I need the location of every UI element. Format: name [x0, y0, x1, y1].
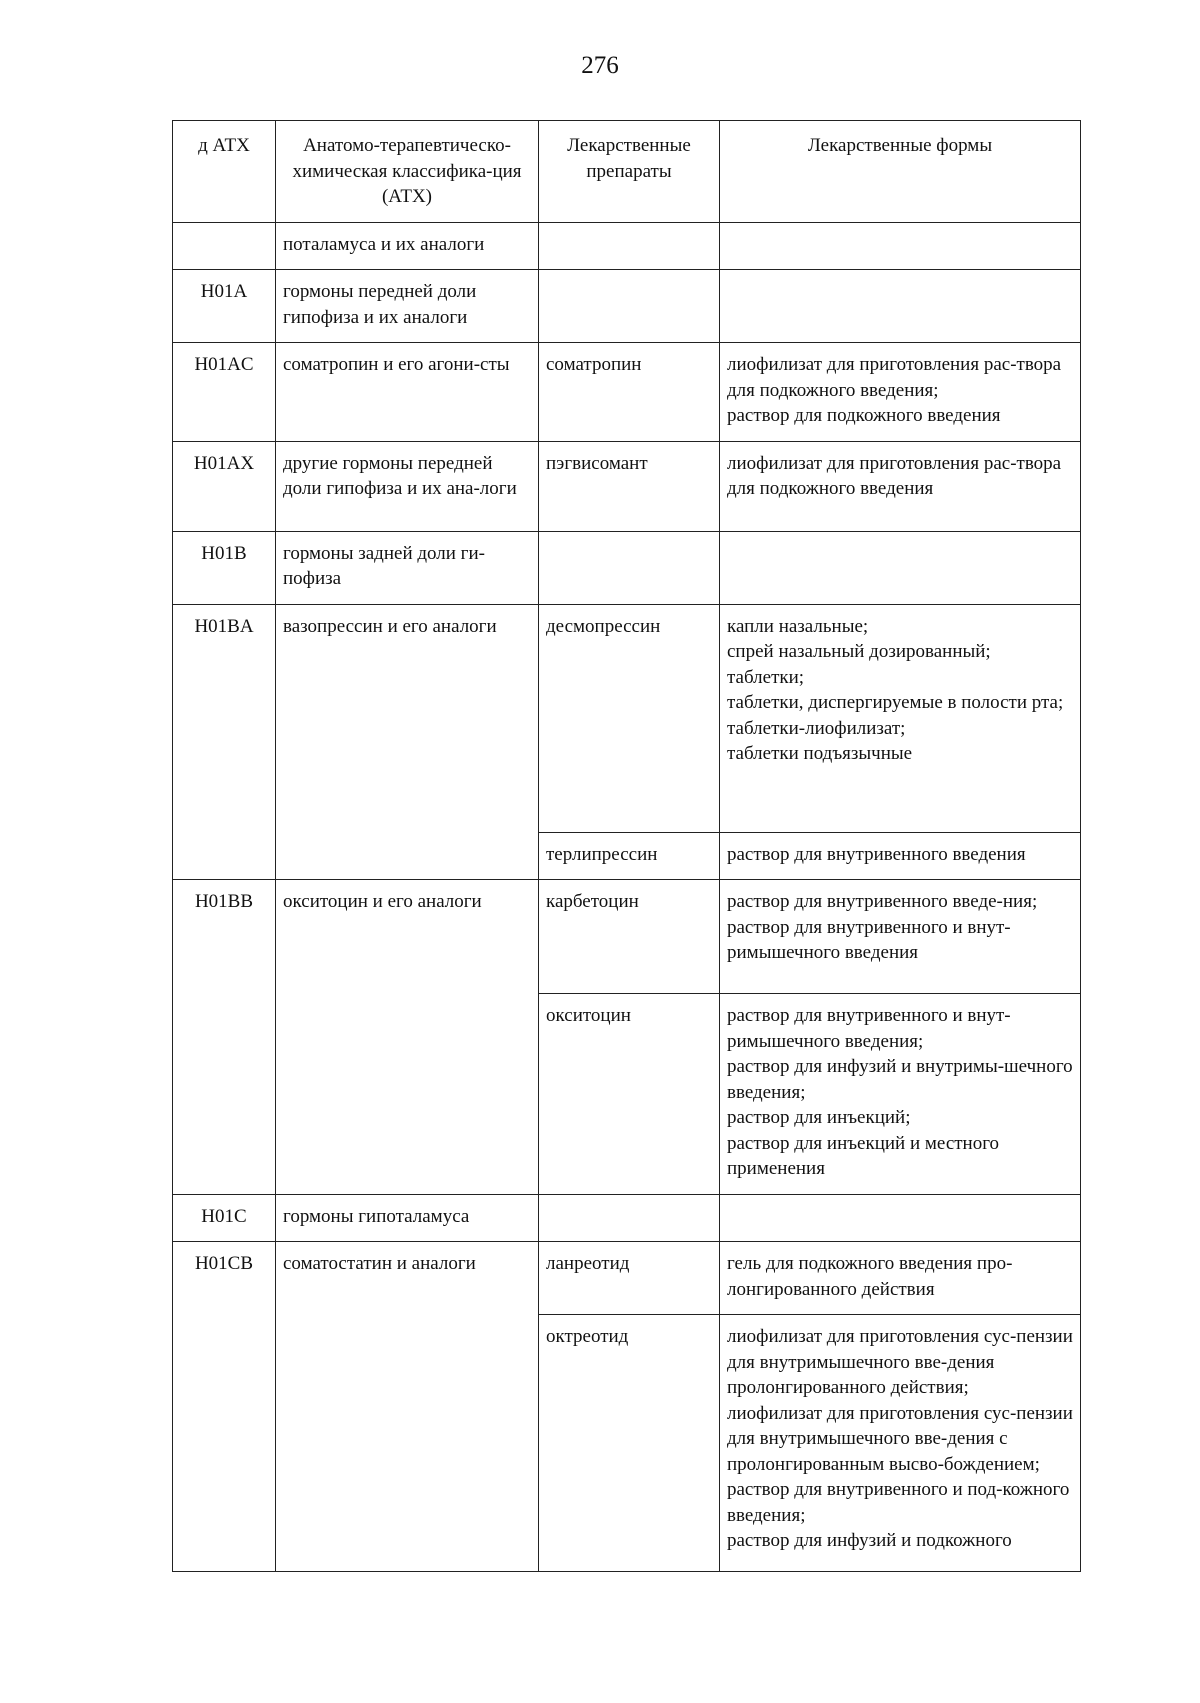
- dosage-form-line: лиофилизат для приготовления рас-твора для подкожного введения;: [727, 354, 1062, 401]
- dosage-form-line: таблетки подъязычные: [727, 743, 913, 764]
- atc-class-cell: другие гормоны передней доли гипофиза и их ана-логи: [276, 441, 539, 531]
- dosage-form-line: капли назальные;: [727, 615, 869, 637]
- dosage-form-line: раствор для инфузий и подкожного: [727, 1530, 1012, 1551]
- drug-name-cell: десмопрессин: [539, 604, 720, 832]
- atc-code-cell: H01AX: [173, 441, 276, 531]
- atc-code-cell: H01AC: [173, 343, 276, 442]
- drug-name-cell: соматропин: [539, 343, 720, 442]
- drug-name-cell: ланреотид: [539, 1242, 720, 1315]
- drug-name-cell: [539, 270, 720, 343]
- dosage-forms-cell: [720, 222, 1081, 270]
- header-row: [173, 121, 1081, 223]
- table-row: [173, 604, 1081, 832]
- atc-class-cell: соматропин и его агони-сты: [276, 343, 539, 442]
- atc-table: [172, 120, 1081, 1572]
- dosage-forms-cell: [720, 880, 1081, 994]
- drug-name-cell: карбетоцин: [539, 880, 720, 994]
- table-row: [173, 1194, 1081, 1242]
- drug-name-cell: октреотид: [539, 1315, 720, 1572]
- dosage-forms-cell: [720, 994, 1081, 1195]
- dosage-form-line: лиофилизат для приготовления сус-пензии для внутримышечного вве-дения пролонгированного действия;: [727, 1326, 1073, 1398]
- dosage-form-line: таблетки, диспергируемые в полости рта;: [727, 692, 1064, 713]
- atc-class-cell: гормоны задней доли ги-пофиза: [276, 531, 539, 604]
- dosage-form-line: раствор для инфузий и внутримы-шечного введения;: [727, 1056, 1073, 1103]
- drug-name-cell: [539, 1194, 720, 1242]
- dosage-form-line: лиофилизат для приготовления рас-твора для подкожного введения: [727, 452, 1062, 499]
- dosage-form-line: таблетки;: [727, 666, 805, 688]
- header-drugs: Лекарственные препараты: [539, 121, 720, 223]
- atc-class-cell: вазопрессин и его аналоги: [276, 604, 539, 880]
- dosage-form-line: лиофилизат для приготовления сус-пензии для внутримышечного вве-дения с пролонгированным высво-бождением;: [727, 1402, 1073, 1475]
- atc-code-cell: H01A: [173, 270, 276, 343]
- header-classification: Анатомо-терапевтическо-химическая классифика-ция (АТХ): [276, 121, 539, 223]
- dosage-forms-cell: [720, 270, 1081, 343]
- dosage-form-line: раствор для инъекций;: [727, 1107, 911, 1128]
- dosage-forms-cell: [720, 1242, 1081, 1315]
- table-row: [173, 222, 1081, 270]
- dosage-forms-cell: [720, 832, 1081, 880]
- atc-class-cell: гормоны гипоталамуса: [276, 1194, 539, 1242]
- table-body: [173, 222, 1081, 1572]
- dosage-form-line: раствор для внутривенного введе-ния;: [727, 891, 1038, 912]
- dosage-forms-cell: [720, 343, 1081, 442]
- atc-code-cell: H01B: [173, 531, 276, 604]
- drug-name-cell: [539, 531, 720, 604]
- dosage-forms-cell: [720, 1315, 1081, 1572]
- dosage-forms-cell: [720, 1194, 1081, 1242]
- header-code: д АТХ: [173, 121, 276, 223]
- dosage-form-line: раствор для инъекций и местного применения: [727, 1132, 1000, 1179]
- dosage-form-line: гель для подкожного введения про-лонгированного действия: [727, 1253, 1013, 1300]
- atc-code-cell: H01CB: [173, 1242, 276, 1572]
- table-row: [173, 270, 1081, 343]
- drug-name-cell: [539, 222, 720, 270]
- dosage-form-line: раствор для внутривенного и внут-римышечного введения;: [727, 1005, 1011, 1052]
- dosage-forms-cell: [720, 441, 1081, 531]
- atc-class-cell: поталамуса и их аналоги: [276, 222, 539, 270]
- atc-code-cell: H01BB: [173, 880, 276, 1195]
- dosage-form-line: раствор для внутривенного и под-кожного введения;: [727, 1479, 1070, 1526]
- atc-code-cell: H01BA: [173, 604, 276, 880]
- dosage-form-line: таблетки-лиофилизат;: [727, 717, 906, 739]
- dosage-forms-cell: [720, 604, 1081, 832]
- table-row: [173, 343, 1081, 442]
- header-forms: Лекарственные формы: [720, 121, 1081, 223]
- drug-name-cell: терлипрессин: [539, 832, 720, 880]
- atc-class-cell: окситоцин и его аналоги: [276, 880, 539, 1195]
- table-row: [173, 880, 1081, 994]
- atc-class-cell: соматостатин и аналоги: [276, 1242, 539, 1572]
- dosage-form-line: спрей назальный дозированный;: [727, 641, 991, 662]
- atc-code-cell: H01C: [173, 1194, 276, 1242]
- drug-name-cell: окситоцин: [539, 994, 720, 1195]
- atc-class-cell: гормоны передней доли гипофиза и их аналоги: [276, 270, 539, 343]
- table-row: [173, 1242, 1081, 1315]
- dosage-forms-cell: [720, 531, 1081, 604]
- drug-name-cell: пэгвисомант: [539, 441, 720, 531]
- dosage-form-line: раствор для внутривенного введения: [727, 843, 1026, 865]
- page-number: 276: [581, 52, 619, 79]
- table-row: [173, 531, 1081, 604]
- table-row: [173, 441, 1081, 531]
- atc-code-cell: [173, 222, 276, 270]
- dosage-form-line: раствор для внутривенного и внут-римышечного введения: [727, 916, 1011, 963]
- dosage-form-line: раствор для подкожного введения: [727, 405, 1001, 426]
